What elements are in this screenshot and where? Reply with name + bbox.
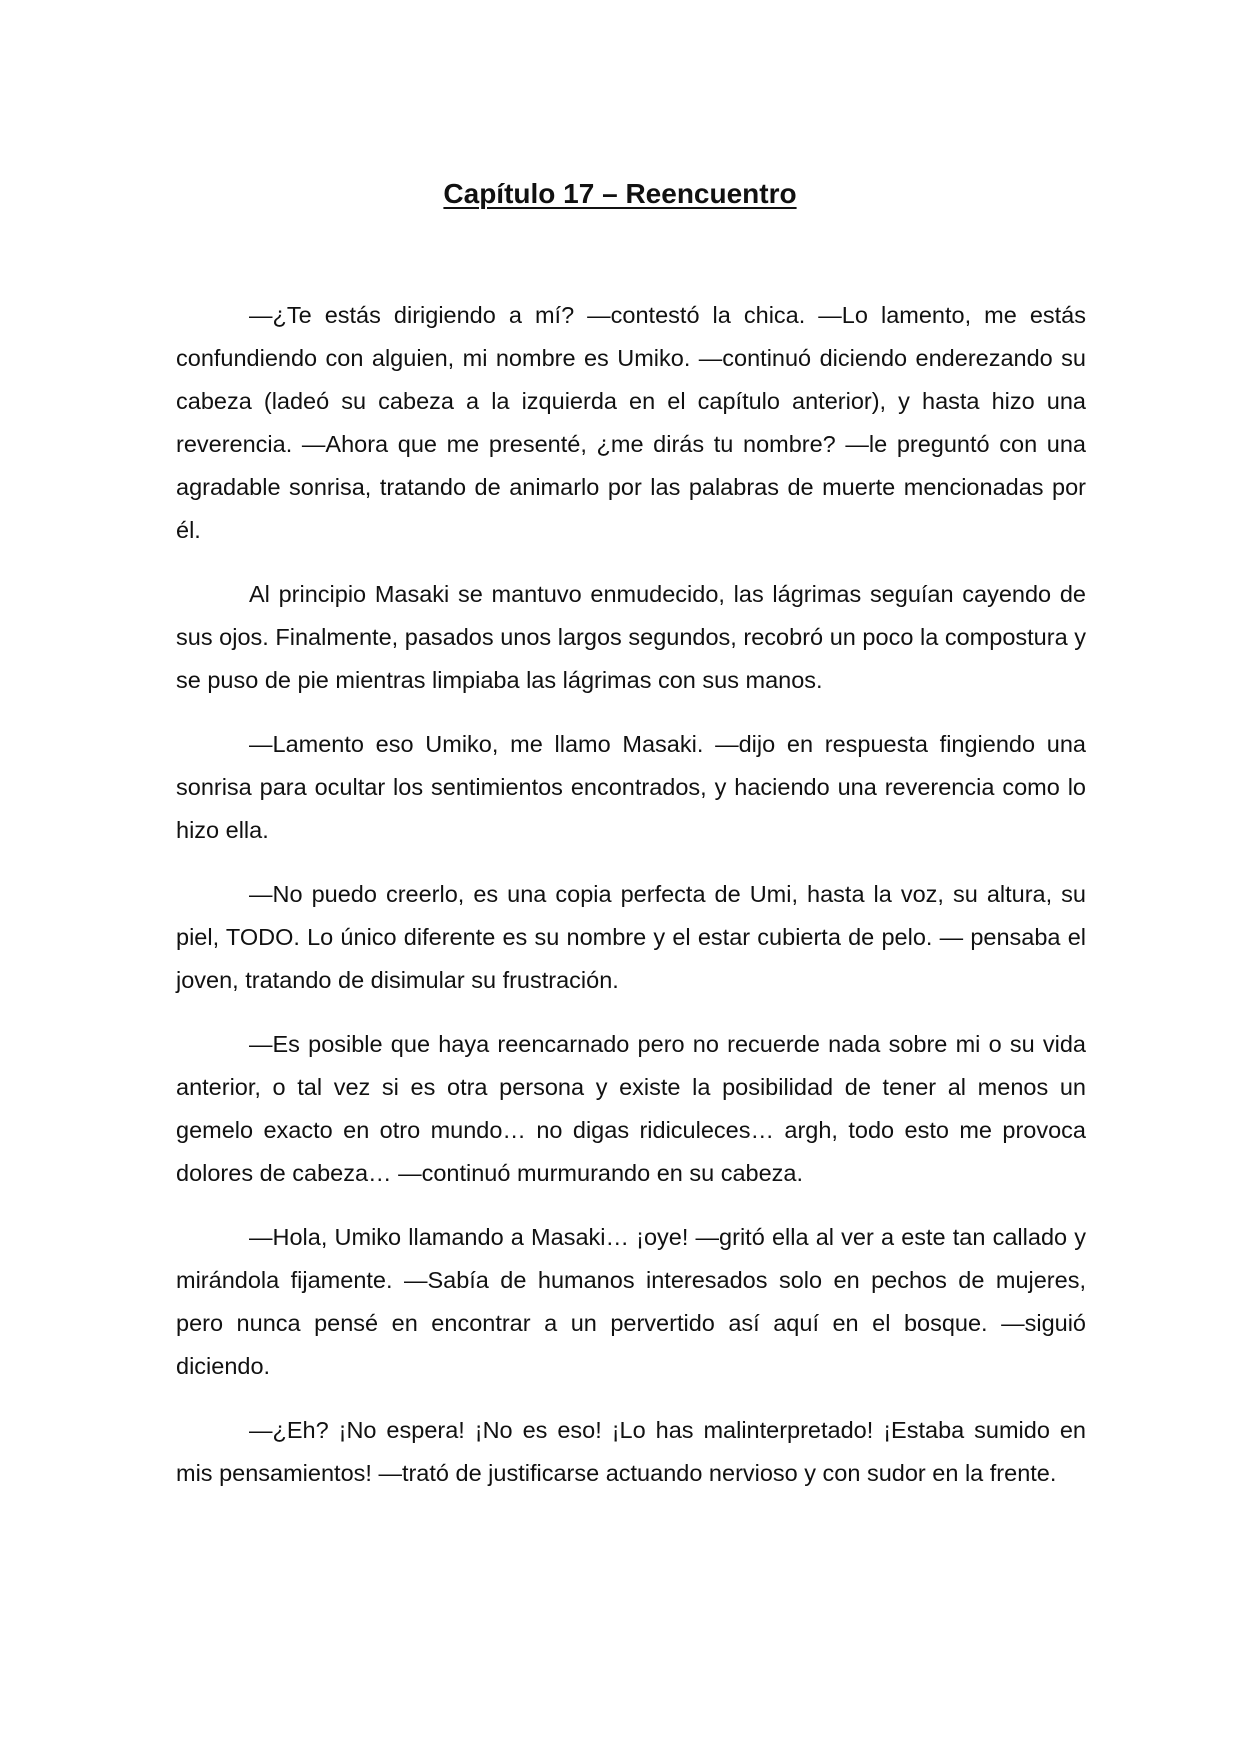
paragraph-1: —¿Te estás dirigiendo a mí? —contestó la chica. —Lo lamento, me estás confundiendo con alguien, mi nombre es Umiko. —continuó diciendo enderezando su cabeza (ladeó su cabeza a la izquierda en el capítulo anterior), y hasta hizo una reverencia. —Ahora que me presenté, ¿me dirás tu nombre? —le preguntó con una agradable sonrisa, tratando de animarlo por las palabras de muerte mencionadas por él. <box>176 302 1086 543</box>
paragraph-5: —Es posible que haya reencarnado pero no recuerde nada sobre mi o su vida anterior, o tal vez si es otra persona y existe la posibilidad de tener al menos un gemelo exacto en otro mundo… no digas ridiculeces… argh, todo esto me provoca dolores de cabeza… —continuó murmurando en su cabeza. <box>176 1031 1086 1186</box>
paragraph-4: —No puedo creerlo, es una copia perfecta de Umi, hasta la voz, su altura, su piel, TODO. Lo único diferente es su nombre y el estar cubierta de pelo. — pensaba el joven, tratando de disimular su frustración. <box>176 881 1086 993</box>
paragraph-3: —Lamento eso Umiko, me llamo Masaki. —dijo en respuesta fingiendo una sonrisa para ocultar los sentimientos encontrados, y haciendo una reverencia como lo hizo ella. <box>176 731 1086 843</box>
chapter-title: Capítulo 17 – Reencuentro <box>443 178 797 209</box>
paragraph-7: —¿Eh? ¡No espera! ¡No es eso! ¡Lo has malinterpretado! ¡Estaba sumido en mis pensamientos! —trató de justificarse actuando nervioso y con sudor en la frente. <box>176 1417 1086 1486</box>
paragraph-2: Al principio Masaki se mantuvo enmudecido, las lágrimas seguían cayendo de sus ojos. Finalmente, pasados unos largos segundos, recobró un poco la compostura y se puso de pie mientras limpiaba las lágrimas con sus manos. <box>176 581 1086 693</box>
body-text <box>176 294 1086 1516</box>
paragraph-6: —Hola, Umiko llamando a Masaki… ¡oye! —gritó ella al ver a este tan callado y mirándola fijamente. —Sabía de humanos interesados solo en pechos de mujeres, pero nunca pensé en encontrar a un pervertido así aquí en el bosque. —siguió diciendo. <box>176 1224 1086 1379</box>
